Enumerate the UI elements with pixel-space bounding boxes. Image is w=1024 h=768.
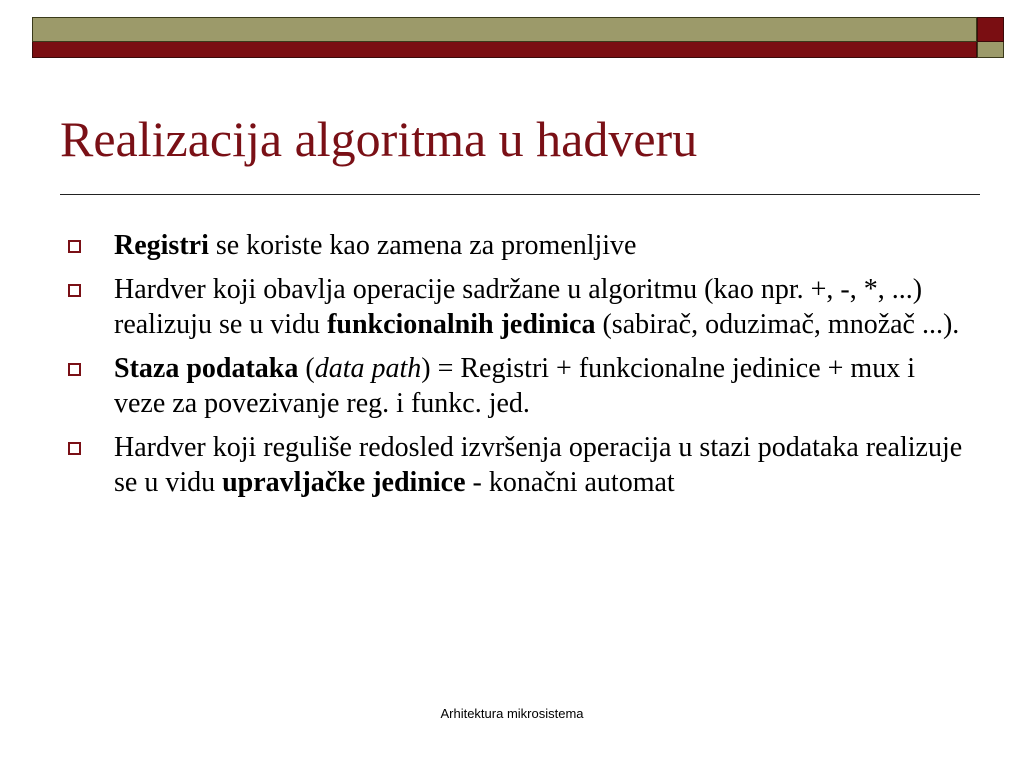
bullet-bold-text: upravljačke jedinice — [222, 467, 466, 498]
square-bullet-icon — [68, 284, 81, 297]
header-corner-olive — [977, 42, 1004, 58]
bullet-text: se koriste kao zamena za promenljive — [208, 230, 637, 261]
bullet-item — [68, 228, 968, 263]
square-bullet-icon — [68, 442, 81, 455]
bullet-text: Hardver koji reguliše redosled izvršenja operacija u stazi podataka realizuje se u vidu — [114, 432, 963, 498]
bullet-item — [68, 272, 968, 342]
bullet-text: - konačni automat — [465, 467, 675, 498]
bullet-bold-text: funkcionalnih jedinica — [327, 309, 596, 340]
bullet-text: ) = Registri + funkcionalne jedinice + mux i veze za povezivanje reg. i funkc. jed. — [114, 353, 915, 419]
bullet-bold-text: Registri — [114, 230, 209, 261]
title-underline — [60, 194, 980, 195]
bullet-bold-text: Staza podataka — [114, 353, 299, 384]
footer-text: Arhitektura mikrosistema — [440, 706, 584, 721]
bullet-text: (sabirač, oduzimač, množač ...). — [595, 309, 960, 340]
header-bar-olive — [32, 17, 977, 42]
square-bullet-icon — [68, 240, 81, 253]
square-bullet-icon — [68, 363, 81, 376]
slide-title: Realizacija algoritma u hadveru — [60, 111, 698, 167]
bullet-item — [68, 351, 968, 421]
bullet-list — [68, 228, 968, 509]
header-bar-red — [32, 42, 977, 58]
header-corner-red — [977, 17, 1004, 42]
bullet-item — [68, 430, 968, 500]
bullet-text: ( — [298, 353, 315, 384]
bullet-italic-text: data path — [314, 353, 422, 384]
bullet-text: Hardver koji obavlja operacije sadržane u algoritmu (kao npr. +, -, *, ...) realizuju se u vidu — [114, 274, 923, 340]
